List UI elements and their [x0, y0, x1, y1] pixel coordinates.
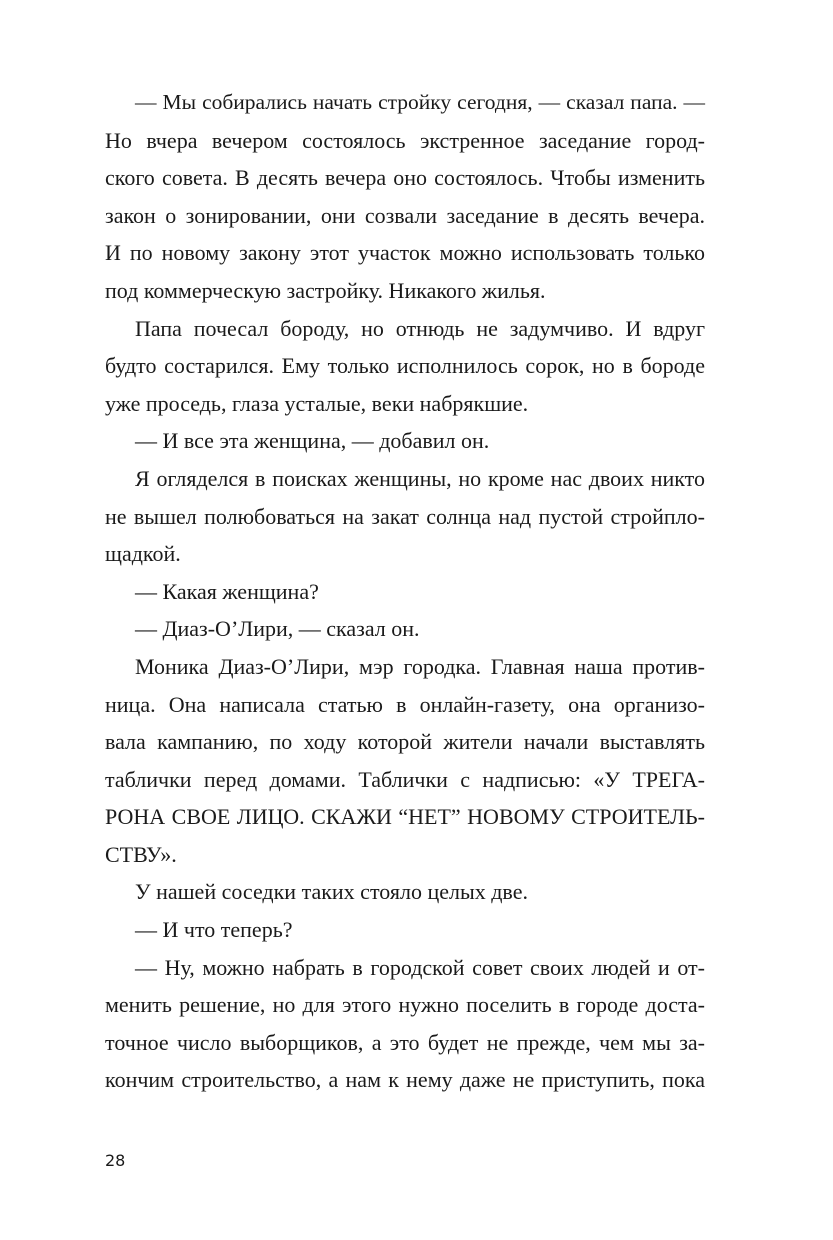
text-line: ского совета. В десять вечера оно состоялось. Чтобы изменить — [105, 165, 705, 191]
text-line: — Какая женщина? — [135, 578, 319, 604]
text-line: ница. Она написала статью в онлайн-газету, она организо- — [105, 691, 705, 717]
text-line: — Мы собирались начать стройку сегодня, — сказал папа. — — [135, 90, 705, 114]
text-line: Но вчера вечером состоялось экстренное заседание город- — [105, 127, 705, 153]
text-line: точное число выборщиков, а это будет не прежде, чем мы за- — [105, 1029, 705, 1055]
text-line: — Ну, можно набрать в городской совет своих людей и от- — [135, 954, 705, 980]
text-line: менить решение, но для этого нужно поселить в городе доста- — [105, 992, 705, 1018]
text-line: не вышел полюбоваться на закат солнца над пустой стройпло- — [105, 503, 705, 529]
body-text — [105, 84, 705, 1099]
text-line: закон о зонировании, они созвали заседание в десять вечера. — [105, 202, 705, 228]
text-line: РОНА СВОЕ ЛИЦО. СКАЖИ “НЕТ” НОВОМУ СТРОИТЕЛЬ- — [105, 804, 705, 830]
text-line: Моника Диаз-О’Лири, мэр городка. Главная наша против- — [135, 653, 705, 679]
text-line: У нашей соседки таких стояло целых две. — [135, 879, 528, 905]
text-line: — И что теперь? — [135, 917, 293, 943]
text-line: щадкой. — [105, 541, 181, 567]
text-line: И по новому закону этот участок можно использовать только — [105, 240, 705, 266]
text-line: Папа почесал бороду, но отнюдь не задумчиво. И вдруг — [135, 315, 705, 341]
text-line: таблички перед домами. Таблички с надписью: «У ТРЕГА- — [105, 766, 705, 792]
text-line: под коммерческую застройку. Никакого жилья. — [105, 277, 546, 303]
text-line: вала кампанию, по ходу которой жители начали выставлять — [105, 729, 705, 755]
text-line: уже проседь, глаза усталые, веки набрякшие. — [105, 390, 529, 416]
text-line: будто состарился. Ему только исполнилось сорок, но в бороде — [105, 353, 705, 379]
text-line: Я огляделся в поисках женщины, но кроме нас двоих никто — [135, 465, 705, 491]
text-line: СТВУ». — [105, 841, 177, 867]
page-number: 28 — [105, 1151, 126, 1170]
text-line: кончим строительство, а нам к нему даже не приступить, пока — [105, 1067, 705, 1093]
text-line: — И все эта женщина, — добавил он. — [135, 428, 490, 454]
text-line: — Диаз-О’Лири, — сказал он. — [135, 616, 420, 642]
